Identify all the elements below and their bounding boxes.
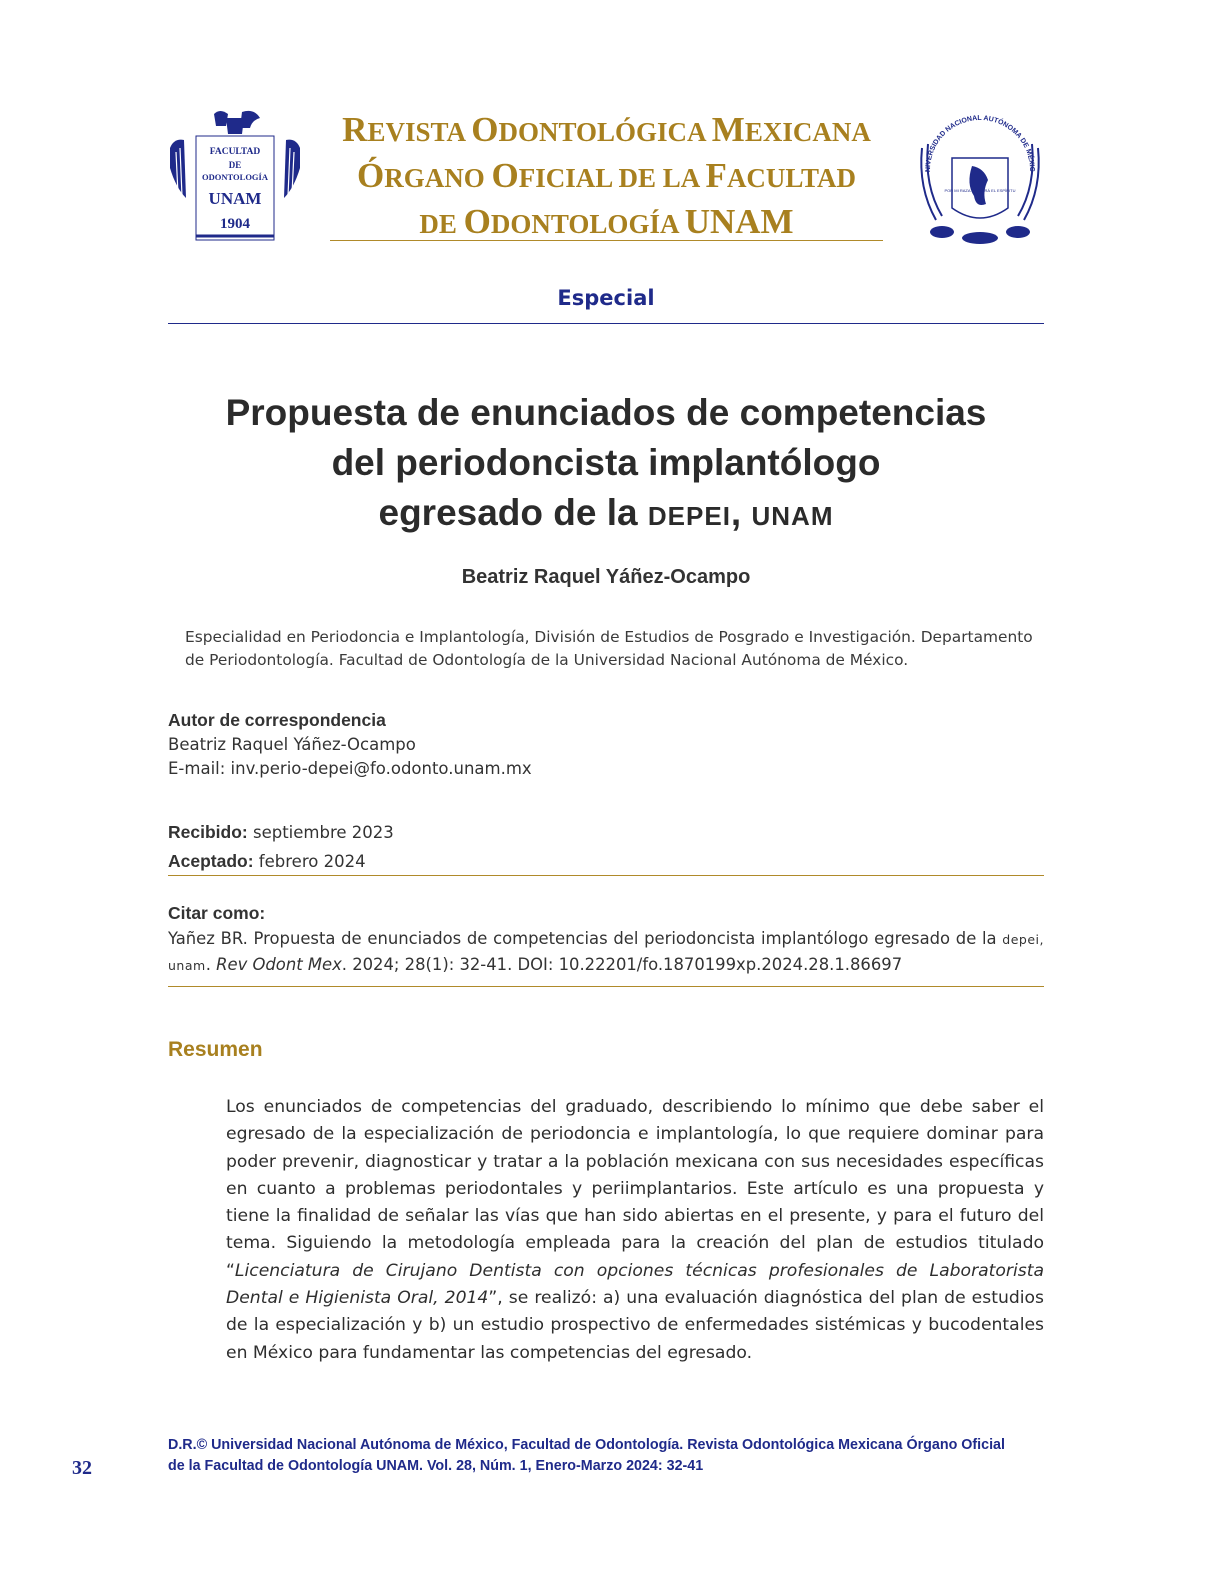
correspondence-name: Beatriz Raquel Yáñez-Ocampo	[168, 735, 416, 754]
seal-motto: POR MI RAZA HABLARÁ EL ESPÍRITU	[944, 188, 1016, 193]
correspondence-block	[168, 708, 1044, 781]
citation-text: Yañez BR. Propuesta de enunciados de competencias del periodoncista implantólogo egresado de la depei, unam. Rev Odont Mex. 2024; 28(1): 32-41. DOI: 10.22201/fo.1870199xp.2024.28.1.86697	[168, 929, 1044, 974]
citation-heading: Citar como:	[168, 903, 266, 923]
article-title	[168, 388, 1044, 541]
title-line1: Propuesta de enunciados de competencias	[225, 392, 987, 433]
unam-seal	[912, 108, 1048, 250]
citation-block	[168, 901, 1044, 978]
section-label: Especial	[557, 286, 655, 310]
faculty-logo	[164, 108, 306, 242]
page-number: 32	[72, 1457, 92, 1479]
correspondence-heading: Autor de correspondencia	[168, 710, 386, 730]
svg-text:UNIVERSIDAD NACIONAL AUTÓNOMA	[912, 108, 1036, 172]
author-affiliation: Especialidad en Periodoncia e Implantología, División de Estudios de Posgrado e Investigación. Departamento de Periodontología. Facultad de Odontología de la Universidad Nacional Autónoma de México.	[185, 628, 1033, 669]
footer-copyright: D.R.© Universidad Nacional Autónoma de México, Facultad de Odontología. Revista Odontológica Mexicana Órgano Oficial de la Facultad de Odontología UNAM. Vol. 28, Núm. 1, Enero-Marzo 2024: 32-41	[168, 1437, 1005, 1474]
journal-title	[330, 108, 883, 246]
title-line3: egresado de la DEPEI, UNAM	[378, 492, 834, 533]
abstract-heading: Resumen	[168, 1038, 263, 1061]
dates-block	[168, 818, 1044, 876]
journal-title-line3: DE ODONTOLOGÍA UNAM	[419, 202, 794, 241]
author-name: Beatriz Raquel Yáñez-Ocampo	[461, 566, 751, 588]
logo-text-unam: UNAM	[208, 189, 262, 208]
logo-text-year: 1904	[220, 216, 250, 232]
logo-text-facultad: FACULTAD	[209, 147, 261, 157]
seal-ring-text: NIVERSIDAD NACIONAL AUTÓNOMA DE MÉXIC	[924, 114, 1036, 173]
title-line2: del periodoncista implantólogo	[331, 442, 881, 483]
citation-divider-top	[168, 875, 1044, 876]
journal-title-line1: REVISTA ODONTOLÓGICA MEXICANA	[342, 110, 871, 149]
abstract-text: Los enunciados de competencias del graduado, describiendo lo mínimo que debe saber el egresado de la especialización de periodoncia e implantología, lo que requiere dominar para poder prevenir, diagnosticar y tratar a la población mexicana con sus necesidades específicas en cuanto a problemas periodontales y periimplantarios. Este artículo es una propuesta y tiene la finalidad de señalar las vías que han sido abiertas en el presente, y para el futuro del tema. Siguiendo la metodología empleada para la creación del plan de estudios titulado “Licenciatura de Cirujano Dentista con opciones técnicas profesionales de Laboratorista Dental e Higienista Oral, 2014”, se realizó: a) una evaluación diagnóstica del plan de estudios de la especialización y b) un estudio prospectivo de enfermedades sistémicas y bucodentales en México para fundamentar las competencias del egresado.	[226, 1097, 1044, 1363]
citation-divider-bottom	[168, 986, 1044, 987]
accepted-date: Aceptado: febrero 2024	[168, 851, 366, 871]
received-date: Recibido: septiembre 2023	[168, 822, 394, 842]
journal-title-line2: ÓRGANO OFICIAL DE LA FACULTAD	[357, 156, 856, 195]
logo-text-de: DE	[228, 160, 242, 170]
correspondence-email: E-mail: inv.perio-depei@fo.odonto.unam.mx	[168, 759, 532, 778]
section-divider	[168, 323, 1044, 324]
header-divider	[330, 240, 883, 241]
logo-text-odontologia: ODONTOLOGÍA	[202, 172, 268, 182]
